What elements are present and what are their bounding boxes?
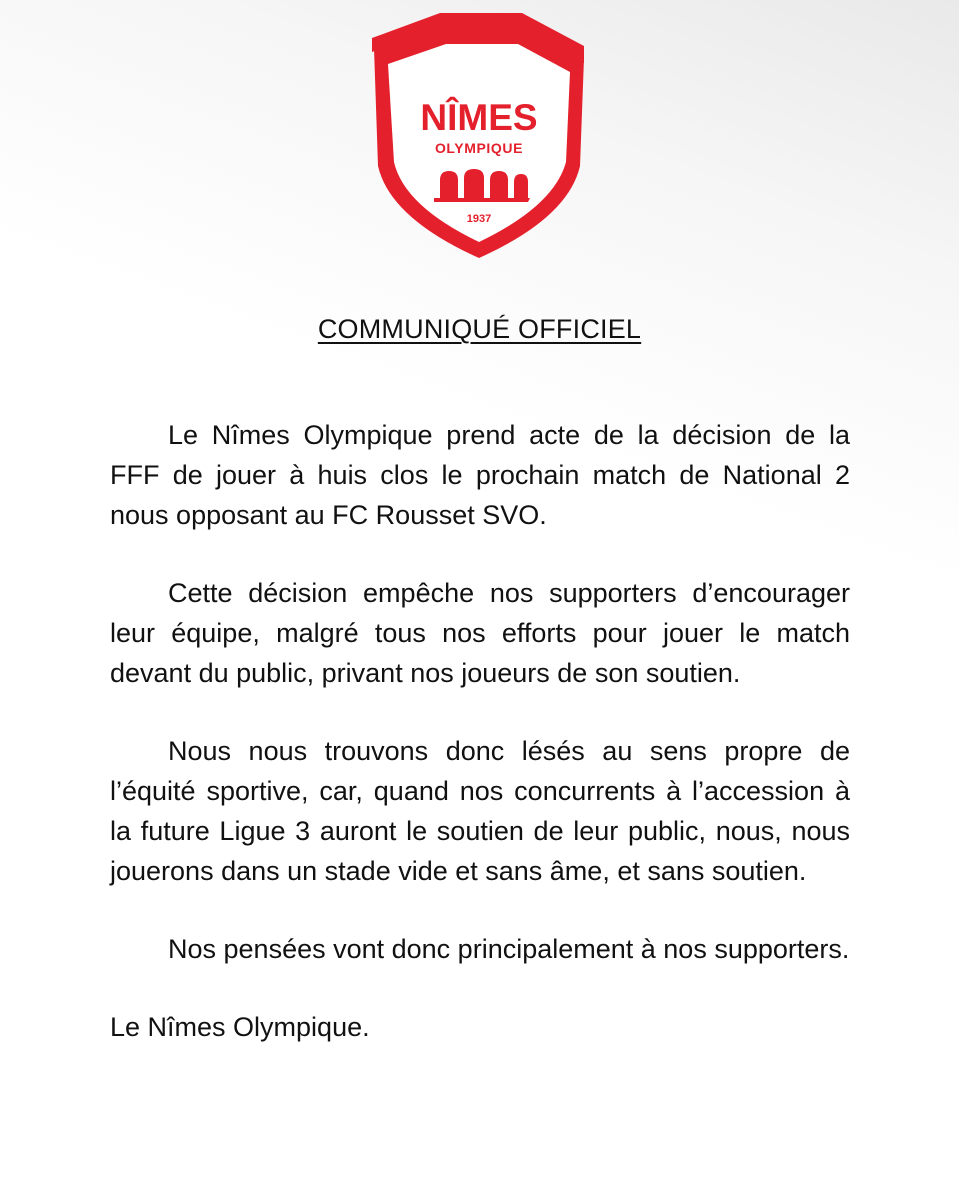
signature: Le Nîmes Olympique. — [110, 1012, 370, 1042]
crest-year-text: 1937 — [466, 213, 492, 225]
nimes-olympique-crest-logo — [368, 8, 590, 260]
document-title-text: COMMUNIQUÉ OFFICIEL — [317, 314, 642, 344]
paragraph-3: Nous nous trouvons donc lésés au sens propre de l’équité sportive, car, quand nos concurrents à l’accession à la future Ligue 3 auront le soutien de leur public, nous, nous jouerons dans un stade vide et sans âme, et sans soutien. — [110, 736, 850, 886]
paragraph-2: Cette décision empêche nos supporters d’encourager leur équipe, malgré tous nos efforts pour jouer le match devant du public, privant nos joueurs de son soutien. — [110, 578, 850, 688]
document-body — [110, 415, 850, 1047]
paragraph-1: Le Nîmes Olympique prend acte de la décision de la FFF de jouer à huis clos le prochain match de National 2 nous opposant au FC Rousset SVO. — [110, 420, 850, 530]
document-title — [0, 311, 959, 347]
paragraph-4: Nos pensées vont donc principalement à nos supporters. — [168, 934, 850, 964]
crest-name-text: NÎMES — [420, 97, 538, 138]
crest-subtitle-text: OLYMPIQUE — [434, 140, 524, 156]
